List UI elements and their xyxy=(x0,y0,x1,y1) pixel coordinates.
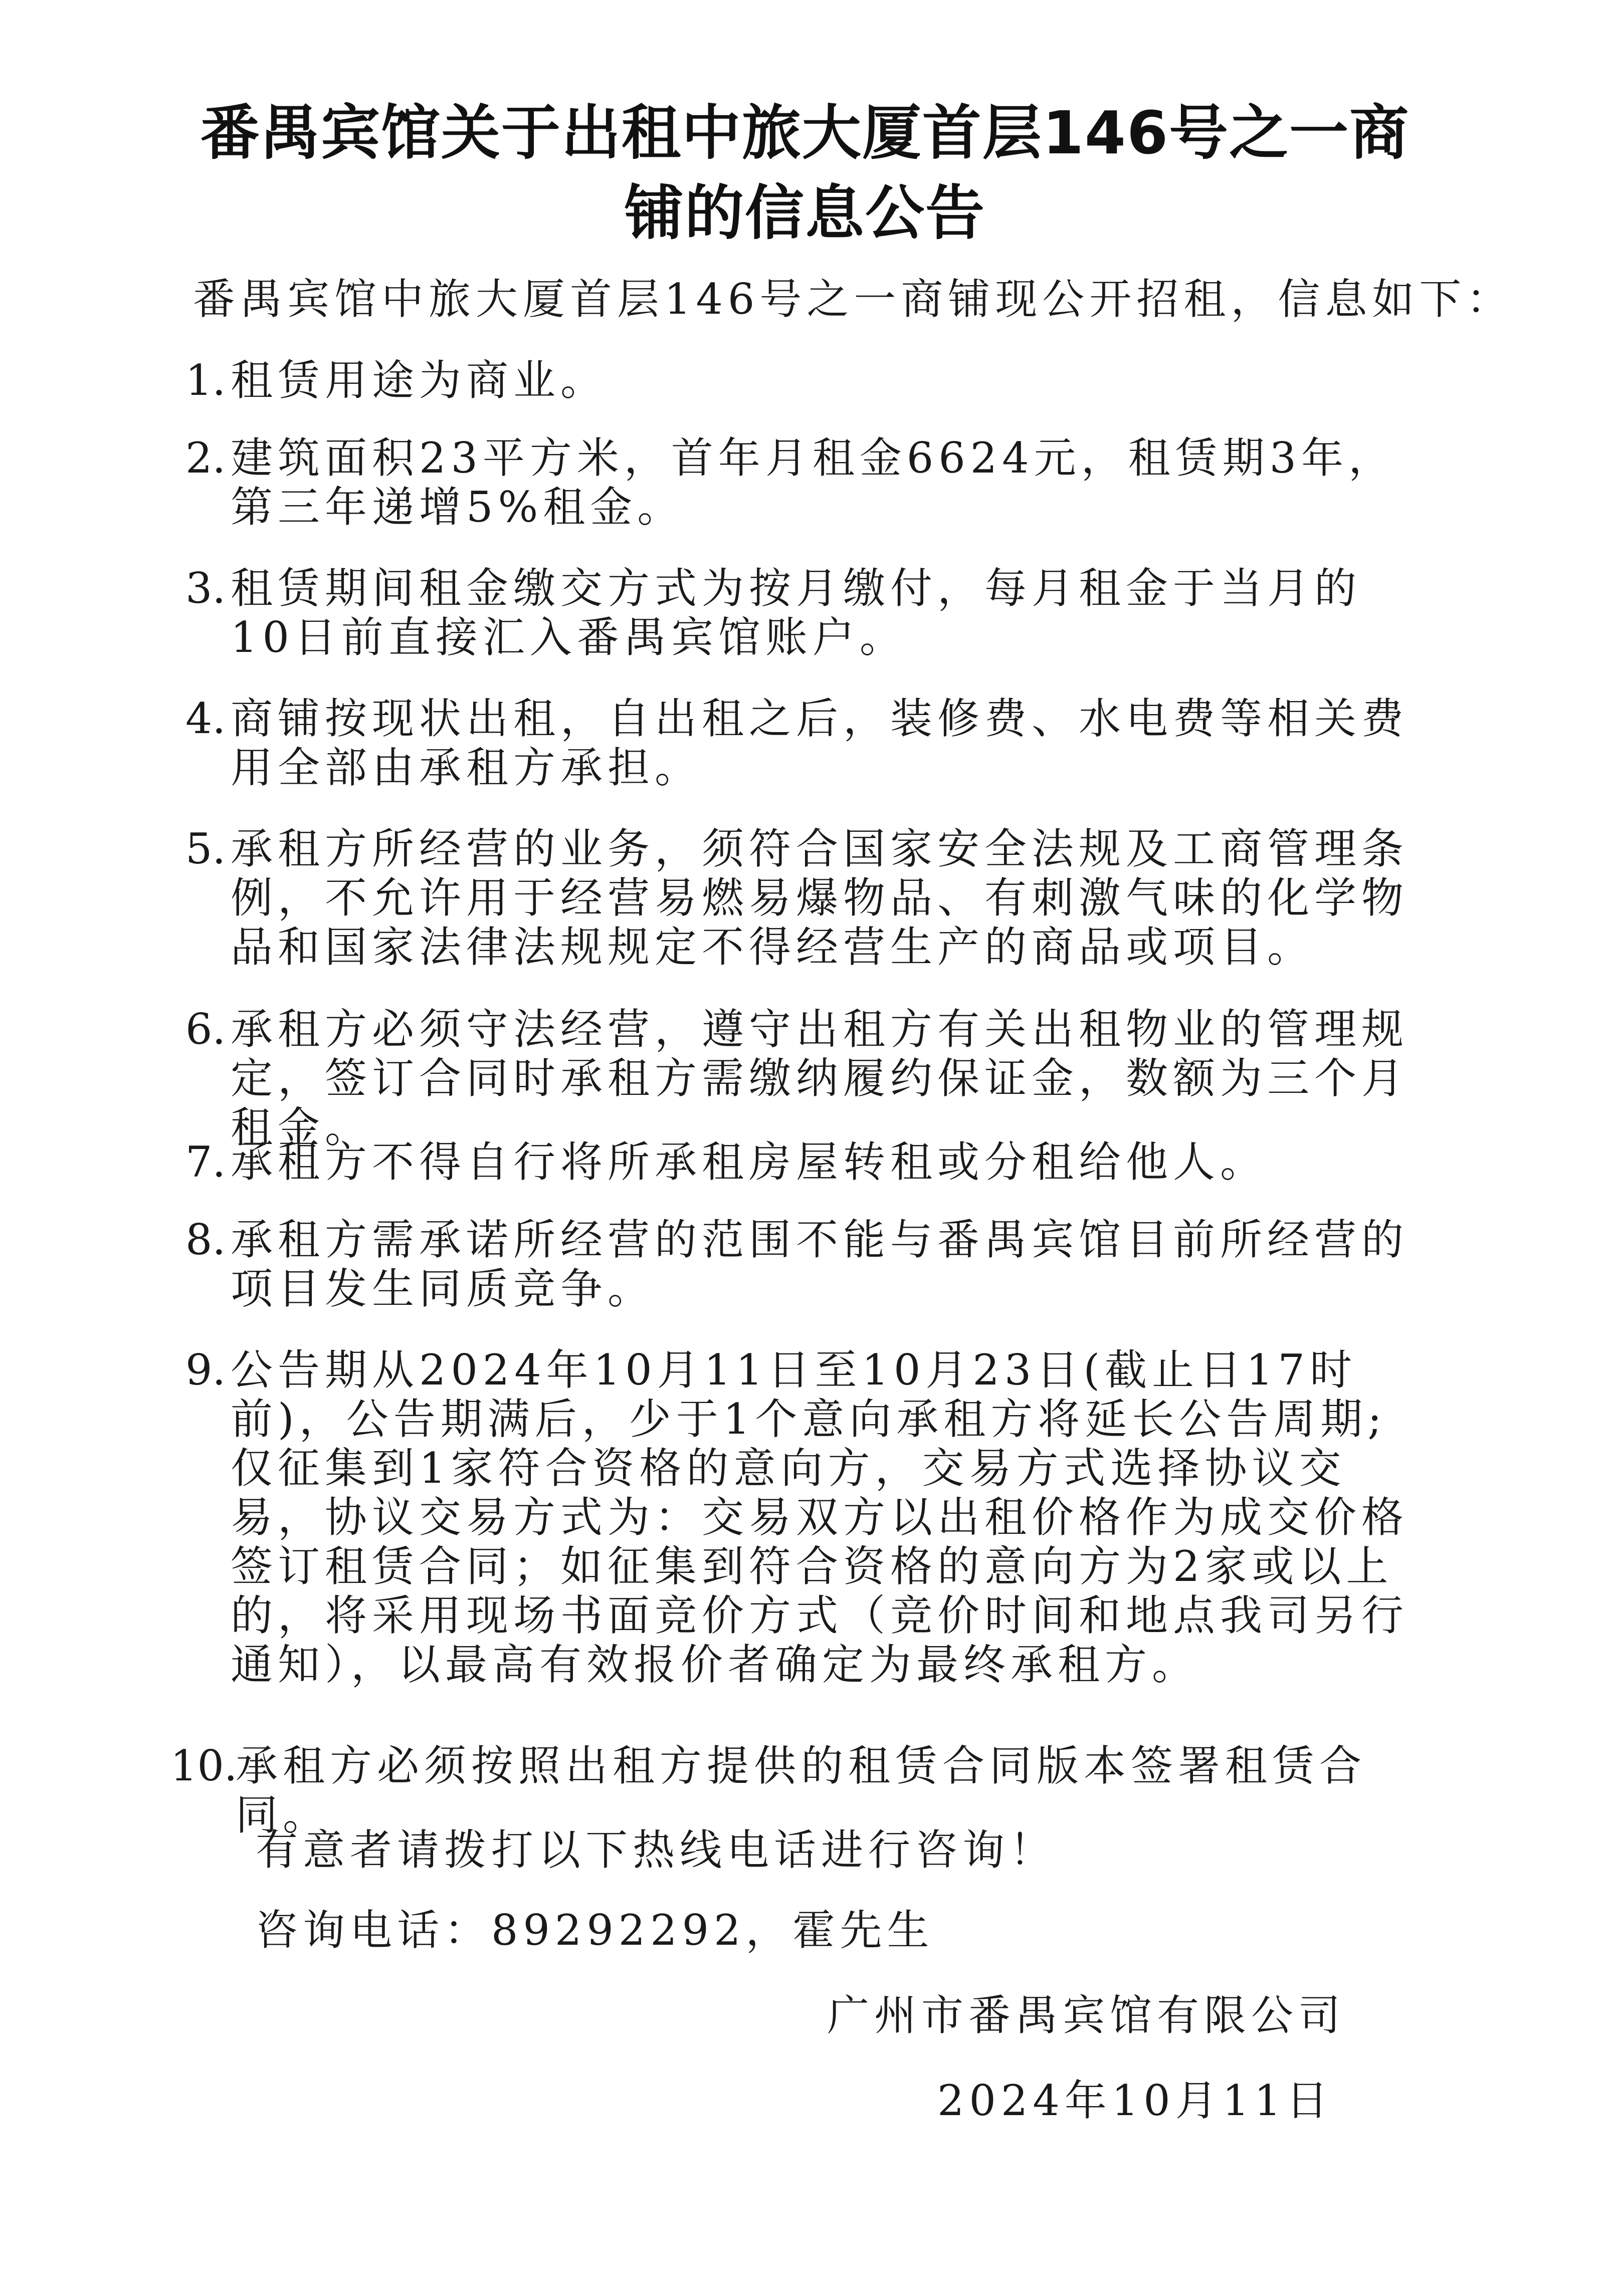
list-item-7 xyxy=(185,1137,1408,1187)
list-item-9 xyxy=(185,1345,1408,1689)
list-item-6 xyxy=(185,1005,1408,1152)
list-item-5 xyxy=(185,824,1408,972)
list-item-4 xyxy=(185,694,1408,792)
list-item-number: 4. xyxy=(185,694,226,743)
list-item-text: 租赁用途为商业。 xyxy=(231,356,608,405)
contact-invite: 有意者请拨打以下热线电话进行咨询！ xyxy=(256,1825,1057,1875)
list-item-number: 7. xyxy=(185,1137,226,1187)
list-item-text: 承租方必须按照出租方提供的租赁合同版本签署租赁合同。 xyxy=(236,1741,1367,1840)
list-item-number: 3. xyxy=(185,564,226,613)
list-item-text: 承租方必须守法经营，遵守出租方有关出租物业的管理规定，签订合同时承租方需缴纳履约保证金，数额为三个月租金。 xyxy=(231,1005,1409,1152)
list-item-8 xyxy=(185,1215,1408,1313)
list-item-text: 商铺按现状出租，自出租之后，装修费、水电费等相关费用全部由承租方承担。 xyxy=(231,694,1409,792)
list-item-number: 9. xyxy=(185,1345,226,1395)
list-item-text: 承租方所经营的业务，须符合国家安全法规及工商管理条例，不允许用于经营易燃易爆物品、有刺激气味的化学物品和国家法律法规规定不得经营生产的商品或项目。 xyxy=(231,824,1409,972)
list-item-number: 5. xyxy=(185,824,226,873)
notice-title-line-2: 铺的信息公告 xyxy=(624,178,985,248)
list-item-number: 1. xyxy=(185,356,226,405)
company-signature: 广州市番禺宾馆有限公司 xyxy=(827,1991,1346,2040)
list-item-text: 建筑面积23平方米，首年月租金6624元，租赁期3年，第三年递增5%租金。 xyxy=(231,433,1396,532)
list-item-2 xyxy=(185,433,1408,532)
list-item-number: 10. xyxy=(170,1741,238,1790)
list-item-number: 2. xyxy=(185,433,226,483)
list-item-text: 承租方需承诺所经营的范围不能与番禺宾馆目前所经营的项目发生同质竞争。 xyxy=(231,1215,1409,1313)
list-item-1 xyxy=(185,356,1408,405)
list-item-text: 租赁期间租金缴交方式为按月缴付，每月租金于当月的10日前直接汇入番禺宾馆账户。 xyxy=(231,564,1362,662)
signature-date: 2024年10月11日 xyxy=(937,2076,1333,2125)
contact-phone: 咨询电话：89292292，霍先生 xyxy=(256,1906,934,1955)
list-item-3 xyxy=(185,564,1408,662)
intro-paragraph: 番禺宾馆中旅大厦首层146号之一商铺现公开招租，信息如下： xyxy=(193,275,1514,324)
list-item-number: 6. xyxy=(185,1005,226,1054)
list-item-text: 公告期从2024年10月11日至10月23日(截止日17时前)，公告期满后，少于1个意向承租方将延长公告周期;仅征集到1家符合资格的意向方，交易方式选择协议交易，协议交易方式为：交易双方以出租价格作为成交价格签订租赁合同；如征集到符合资格的意向方为2家或以上的，将采用现场书面竞价方式（竞价时间和地点我司另行通知），以最高有效报价者确定为最终承租方。 xyxy=(231,1345,1409,1689)
list-item-text: 承租方不得自行将所承租房屋转租或分租给他人。 xyxy=(231,1137,1268,1187)
list-item-number: 8. xyxy=(185,1215,226,1264)
notice-title-line-1: 番禺宾馆关于出租中旅大厦首层146号之一商 xyxy=(200,98,1410,167)
